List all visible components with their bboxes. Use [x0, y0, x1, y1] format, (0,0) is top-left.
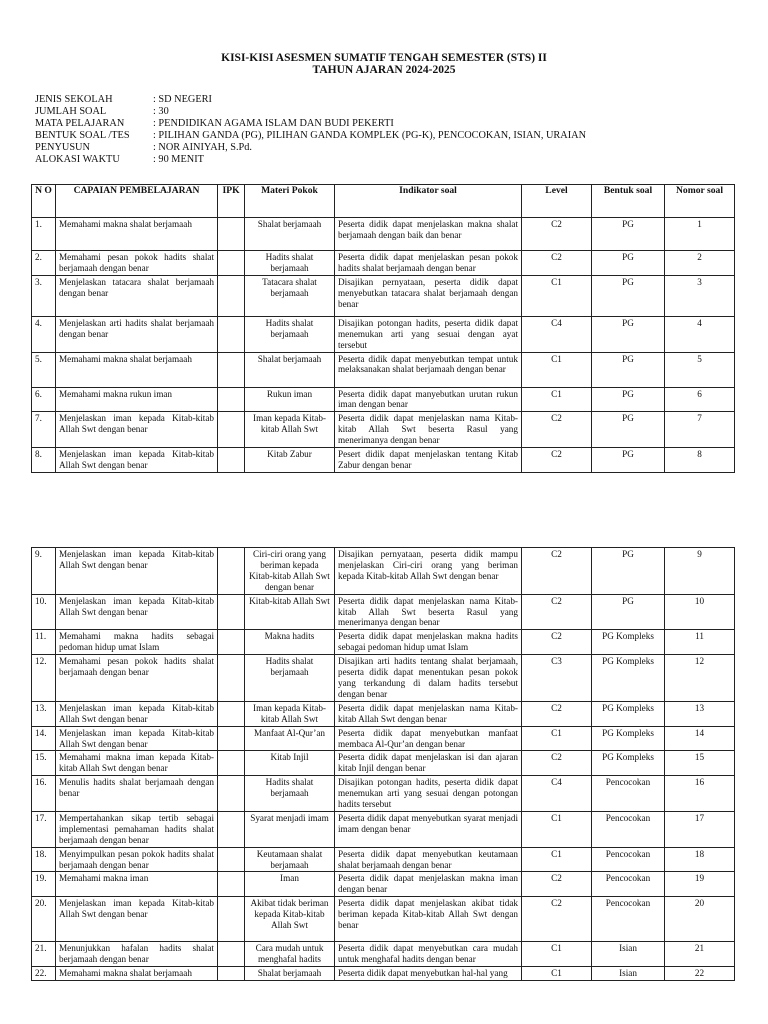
cell-ind: Peserta didik dapat menyebutkan manfaat membaca Al-Qur’an dengan benar: [335, 726, 522, 751]
cell-lv: C2: [522, 701, 592, 726]
header-nomor: Nomor soal: [665, 185, 735, 218]
cell-mp: Tatacara shalat berjamaah: [245, 275, 335, 316]
cell-bs: PG Kompleks: [592, 726, 665, 751]
cell-ipk: [218, 412, 245, 448]
cell-no: 18.: [32, 847, 56, 872]
cell-no: 4.: [32, 316, 56, 352]
cell-bs: PG: [592, 412, 665, 448]
cell-bs: PG: [592, 218, 665, 251]
cell-lv: C1: [522, 352, 592, 387]
cell-cp: Menjelaskan iman kepada Kitab-kitab Allah Swt dengan benar: [56, 897, 218, 942]
cell-no: 7.: [32, 412, 56, 448]
cell-ind: Disajikan pernyataan, peserta didik mampu menjelaskan Ciri-ciri orang yang beriman kepada Kitab-kitab Allah Swt dengan benar: [335, 548, 522, 595]
cell-ns: 17: [665, 811, 735, 847]
cell-lv: C2: [522, 412, 592, 448]
cell-cp: Memahami pesan pokok hadits shalat berjamaah dengan benar: [56, 655, 218, 702]
cell-ns: 5: [665, 352, 735, 387]
cell-cp: Memahami makna hadits sebagai pedoman hidup umat Islam: [56, 630, 218, 655]
info-row: [35, 142, 586, 154]
cell-bs: PG: [592, 448, 665, 473]
cell-lv: C2: [522, 448, 592, 473]
cell-ind: Peserta didik dapat menjelaskan makna shalat berjamaah dengan baik dan benar: [335, 218, 522, 251]
table-row: [32, 594, 735, 630]
cell-mp: Ciri-ciri orang yang beriman kepada Kitab-kitab Allah Swt dengan benar: [245, 548, 335, 595]
cell-ipk: [218, 275, 245, 316]
cell-lv: C2: [522, 548, 592, 595]
table-body: [32, 218, 735, 473]
cell-ns: 11: [665, 630, 735, 655]
table-header-row: [32, 185, 735, 218]
cell-lv: C4: [522, 316, 592, 352]
cell-ns: 4: [665, 316, 735, 352]
cell-no: 17.: [32, 811, 56, 847]
cell-ns: 3: [665, 275, 735, 316]
cell-ns: 6: [665, 387, 735, 412]
cell-ind: Disajikan potongan hadits, peserta didik dapat menemukan arti yang sesuai dengan potongan hadits tersebut: [335, 776, 522, 812]
cell-no: 19.: [32, 872, 56, 897]
info-value: : 30: [153, 106, 169, 118]
info-key: JUMLAH SOAL: [35, 106, 107, 118]
cell-bs: PG: [592, 316, 665, 352]
cell-ipk: [218, 872, 245, 897]
cell-no: 5.: [32, 352, 56, 387]
cell-ns: 18: [665, 847, 735, 872]
cell-lv: C1: [522, 726, 592, 751]
cell-ind: Peserta didik dapat menjelaskan nama Kitab-kitab Allah Swt dengan benar: [335, 701, 522, 726]
cell-ipk: [218, 942, 245, 967]
info-value: : NOR AINIYAH, S.Pd.: [153, 142, 252, 154]
cell-bs: PG: [592, 387, 665, 412]
table-row: [32, 412, 735, 448]
info-row: [35, 130, 586, 142]
cell-ipk: [218, 316, 245, 352]
table-row: [32, 630, 735, 655]
cell-cp: Memahami makna shalat berjamaah: [56, 352, 218, 387]
cell-ns: 9: [665, 548, 735, 595]
cell-bs: PG: [592, 352, 665, 387]
cell-no: 9.: [32, 548, 56, 595]
cell-mp: Hadits shalat berjamaah: [245, 251, 335, 276]
cell-bs: PG Kompleks: [592, 751, 665, 776]
cell-ns: 8: [665, 448, 735, 473]
cell-lv: C1: [522, 387, 592, 412]
cell-mp: Syarat menjadi imam: [245, 811, 335, 847]
cell-lv: C2: [522, 751, 592, 776]
cell-no: 8.: [32, 448, 56, 473]
cell-lv: C2: [522, 897, 592, 942]
cell-bs: Pencocokan: [592, 776, 665, 812]
cell-lv: C1: [522, 275, 592, 316]
cell-ipk: [218, 218, 245, 251]
info-row: [35, 106, 586, 118]
cell-no: 22.: [32, 967, 56, 981]
cell-ns: 7: [665, 412, 735, 448]
info-row: [35, 154, 586, 166]
cell-lv: C2: [522, 594, 592, 630]
cell-ns: 14: [665, 726, 735, 751]
table-row: [32, 387, 735, 412]
cell-mp: Kitab-kitab Allah Swt: [245, 594, 335, 630]
cell-mp: Shalat berjamaah: [245, 352, 335, 387]
cell-ipk: [218, 967, 245, 981]
cell-ns: 16: [665, 776, 735, 812]
cell-no: 11.: [32, 630, 56, 655]
cell-ipk: [218, 548, 245, 595]
cell-bs: PG: [592, 548, 665, 595]
table-row: [32, 218, 735, 251]
cell-ns: 20: [665, 897, 735, 942]
cell-lv: C3: [522, 655, 592, 702]
cell-lv: C1: [522, 967, 592, 981]
cell-ns: 15: [665, 751, 735, 776]
cell-cp: Menjelaskan iman kepada Kitab-kitab Allah Swt dengan benar: [56, 412, 218, 448]
cell-ns: 19: [665, 872, 735, 897]
cell-bs: Pencocokan: [592, 847, 665, 872]
cell-ipk: [218, 897, 245, 942]
cell-lv: C2: [522, 218, 592, 251]
cell-mp: Keutamaan shalat berjamaah: [245, 847, 335, 872]
table-row: [32, 811, 735, 847]
cell-bs: PG Kompleks: [592, 655, 665, 702]
cell-mp: Shalat berjamaah: [245, 218, 335, 251]
cell-mp: Hadits shalat berjamaah: [245, 776, 335, 812]
cell-ns: 10: [665, 594, 735, 630]
cell-cp: Memahami makna shalat berjamaah: [56, 218, 218, 251]
cell-ind: Peserta didik dapat manyebutkan urutan rukun iman dengan benar: [335, 387, 522, 412]
cell-lv: C4: [522, 776, 592, 812]
table-row: [32, 275, 735, 316]
cell-ipk: [218, 448, 245, 473]
cell-bs: Pencocokan: [592, 897, 665, 942]
table-row: [32, 548, 735, 595]
cell-lv: C2: [522, 872, 592, 897]
cell-cp: Menjelaskan tatacara shalat berjamaah dengan benar: [56, 275, 218, 316]
cell-ipk: [218, 352, 245, 387]
cell-ipk: [218, 811, 245, 847]
cell-mp: Iman kepada Kitab-kitab Allah Swt: [245, 701, 335, 726]
info-key: ALOKASI WAKTU: [35, 154, 120, 166]
cell-cp: Memahami makna iman: [56, 872, 218, 897]
cell-ind: Disajikan pernyataan, peserta didik dapat menyebutkan tatacara shalat berjamaah dengan benar: [335, 275, 522, 316]
info-row: [35, 118, 586, 130]
cell-ind: Peserta didik dapat menjelaskan nama Kitab-kitab Allah Swt beserta Rasul yang menerimanya dengan benar: [335, 412, 522, 448]
info-key: PENYUSUN: [35, 142, 90, 154]
kisi-kisi-table-page-2: [31, 547, 735, 981]
cell-ipk: [218, 655, 245, 702]
info-block: [35, 94, 586, 167]
cell-ind: Peserta didik dapat menjelaskan makna iman dengan benar: [335, 872, 522, 897]
cell-no: 6.: [32, 387, 56, 412]
cell-no: 14.: [32, 726, 56, 751]
cell-cp: Memahami pesan pokok hadits shalat berjamaah dengan benar: [56, 251, 218, 276]
table-row: [32, 776, 735, 812]
cell-no: 10.: [32, 594, 56, 630]
cell-cp: Menjelaskan iman kepada Kitab-kitab Allah Swt dengan benar: [56, 448, 218, 473]
cell-lv: C2: [522, 630, 592, 655]
cell-bs: Pencocokan: [592, 811, 665, 847]
cell-mp: Iman kepada Kitab-kitab Allah Swt: [245, 412, 335, 448]
cell-no: 15.: [32, 751, 56, 776]
cell-lv: C2: [522, 251, 592, 276]
cell-cp: Menjelaskan iman kepada Kitab-kitab Allah Swt dengan benar: [56, 548, 218, 595]
table-row: [32, 751, 735, 776]
table-body: [32, 548, 735, 981]
cell-cp: Menulis hadits shalat berjamaah dengan benar: [56, 776, 218, 812]
table-row: [32, 967, 735, 981]
cell-ind: Peserta didik dapat menyebutkan tempat untuk melaksanakan shalat berjamaah dengan benar: [335, 352, 522, 387]
cell-bs: PG Kompleks: [592, 630, 665, 655]
cell-ind: Disajikan arti hadits tentang shalat berjamaah, peserta didik dapat menentukan pesan pokok yang terkandung di dalam hadits tersebut dengan benar: [335, 655, 522, 702]
info-value: : SD NEGERI: [153, 94, 212, 105]
cell-ipk: [218, 630, 245, 655]
cell-mp: Cara mudah untuk menghafal hadits: [245, 942, 335, 967]
table-row: [32, 872, 735, 897]
cell-ind: Peserta didik dapat menyebutkan cara mudah untuk menghafal hadits dengan benar: [335, 942, 522, 967]
table-row: [32, 448, 735, 473]
info-row: [35, 94, 586, 106]
cell-no: 21.: [32, 942, 56, 967]
cell-cp: Menjelaskan iman kepada Kitab-kitab Allah Swt dengan benar: [56, 726, 218, 751]
cell-mp: Shalat berjamaah: [245, 967, 335, 981]
cell-cp: Menjelaskan iman kepada Kitab-kitab Allah Swt dengan benar: [56, 594, 218, 630]
cell-ind: Peserta didik dapat menjelaskan nama Kitab-kitab Allah Swt beserta Rasul yang menerimanya dengan benar: [335, 594, 522, 630]
table-row: [32, 316, 735, 352]
cell-lv: C1: [522, 847, 592, 872]
cell-mp: Hadits shalat berjamaah: [245, 316, 335, 352]
info-value: : PENDIDIKAN AGAMA ISLAM DAN BUDI PEKERTI: [153, 118, 394, 130]
cell-bs: PG Kompleks: [592, 701, 665, 726]
cell-cp: Memahami makna shalat berjamaah: [56, 967, 218, 981]
cell-ipk: [218, 776, 245, 812]
cell-ns: 22: [665, 967, 735, 981]
cell-ipk: [218, 751, 245, 776]
table-row: [32, 942, 735, 967]
table-row: [32, 726, 735, 751]
cell-ind: Peserta didik dapat menyebutkan keutamaan shalat berjamaah dengan benar: [335, 847, 522, 872]
header-materi: Materi Pokok: [245, 185, 335, 218]
table-row: [32, 251, 735, 276]
cell-ind: Peserta didik dapat menjelaskan pesan pokok hadits shalat berjamaah dengan benar: [335, 251, 522, 276]
table-row: [32, 701, 735, 726]
header-capaian: CAPAIAN PEMBELAJARAN: [56, 185, 218, 218]
cell-ipk: [218, 701, 245, 726]
header-ipk: IPK: [218, 185, 245, 218]
info-key: BENTUK SOAL /TES: [35, 130, 130, 142]
cell-ind: Disajikan potongan hadits, peserta didik dapat menemukan arti yang sesuai dengan ayat tersebut: [335, 316, 522, 352]
cell-ind: Peserta didik dapat menyebutkan hal-hal yang: [335, 967, 522, 981]
cell-bs: Isian: [592, 942, 665, 967]
cell-bs: Isian: [592, 967, 665, 981]
cell-mp: Kitab Zabur: [245, 448, 335, 473]
cell-ind: Peserta didik dapat menjelaskan makna hadits sebagai pedoman hidup umat Islam: [335, 630, 522, 655]
cell-ns: 2: [665, 251, 735, 276]
header-indikator: Indikator soal: [335, 185, 522, 218]
cell-ns: 12: [665, 655, 735, 702]
table-row: [32, 655, 735, 702]
header-no: N O: [32, 185, 56, 218]
table-row: [32, 847, 735, 872]
cell-no: 20.: [32, 897, 56, 942]
table-row: [32, 897, 735, 942]
cell-mp: Manfaat Al-Qur’an: [245, 726, 335, 751]
info-value: : PILIHAN GANDA (PG), PILIHAN GANDA KOMPLEK (PG-K), PENCOCOKAN, ISIAN, URAIAN: [153, 130, 587, 142]
document-title: KISI-KISI ASESMEN SUMATIF TENGAH SEMESTER (STS) II: [221, 52, 547, 64]
cell-ind: Pesert didik dapat menjelaskan tentang Kitab Zabur dengan benar: [335, 448, 522, 473]
info-value: : 90 MENIT: [153, 154, 204, 166]
cell-ipk: [218, 251, 245, 276]
cell-cp: Menunjukkan hafalan hadits shalat berjamaah dengan benar: [56, 942, 218, 967]
cell-ind: Peserta didik dapat menyebutkan syarat menjadi imam dengan benar: [335, 811, 522, 847]
header-level: Level: [522, 185, 592, 218]
document-subtitle: TAHUN AJARAN 2024-2025: [312, 64, 456, 76]
cell-mp: Akibat tidak beriman kepada Kitab-kitab Allah Swt: [245, 897, 335, 942]
info-key: JENIS SEKOLAH: [35, 94, 113, 105]
info-key: MATA PELAJARAN: [35, 118, 125, 130]
cell-ind: Peserta didik dapat menjelaskan isi dan ajaran kitab Injil dengan benar: [335, 751, 522, 776]
cell-mp: Rukun iman: [245, 387, 335, 412]
table-row: [32, 352, 735, 387]
cell-ind: Peserta didik dapat menjelaskan akibat tidak beriman kepada Kitab-kitab Allah Swt dengan benar: [335, 897, 522, 942]
cell-ns: 1: [665, 218, 735, 251]
cell-cp: Memahami makna iman kepada Kitab-kitab Allah Swt dengan benar: [56, 751, 218, 776]
cell-mp: Makna hadits: [245, 630, 335, 655]
cell-no: 1.: [32, 218, 56, 251]
cell-no: 13.: [32, 701, 56, 726]
cell-ns: 21: [665, 942, 735, 967]
cell-ns: 13: [665, 701, 735, 726]
cell-bs: PG: [592, 251, 665, 276]
cell-bs: PG: [592, 594, 665, 630]
cell-no: 3.: [32, 275, 56, 316]
cell-cp: Menjelaskan iman kepada Kitab-kitab Allah Swt dengan benar: [56, 701, 218, 726]
cell-no: 16.: [32, 776, 56, 812]
cell-no: 2.: [32, 251, 56, 276]
cell-bs: Pencocokan: [592, 872, 665, 897]
cell-no: 12.: [32, 655, 56, 702]
cell-ipk: [218, 594, 245, 630]
header-bentuk: Bentuk soal: [592, 185, 665, 218]
cell-mp: Kitab Injil: [245, 751, 335, 776]
cell-ipk: [218, 726, 245, 751]
cell-mp: Hadits shalat berjamaah: [245, 655, 335, 702]
cell-cp: Menjelaskan arti hadits shalat berjamaah dengan benar: [56, 316, 218, 352]
cell-cp: Memahami makna rukun iman: [56, 387, 218, 412]
cell-cp: Menyimpulkan pesan pokok hadits shalat berjamaah dengan benar: [56, 847, 218, 872]
cell-bs: PG: [592, 275, 665, 316]
cell-lv: C1: [522, 942, 592, 967]
cell-ipk: [218, 387, 245, 412]
cell-mp: Iman: [245, 872, 335, 897]
cell-lv: C1: [522, 811, 592, 847]
cell-cp: Mempertahankan sikap tertib sebagai implementasi pemahaman hadits shalat berjamaah dengan benar: [56, 811, 218, 847]
kisi-kisi-table-page-1: [31, 184, 735, 473]
cell-ipk: [218, 847, 245, 872]
